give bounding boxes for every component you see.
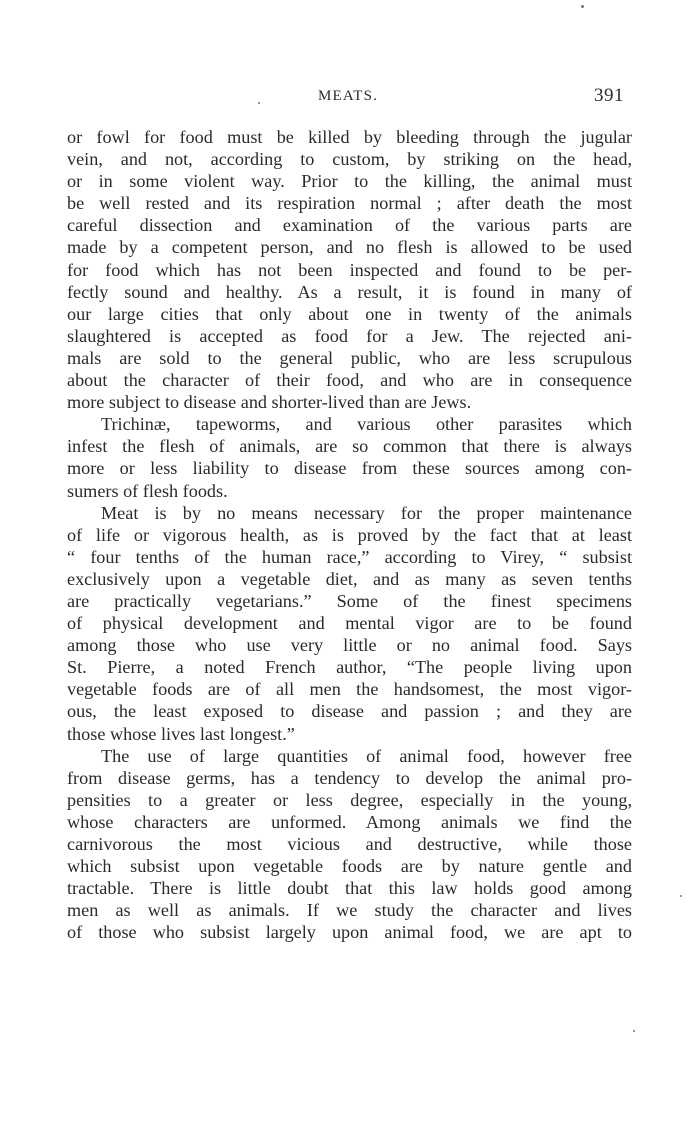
text-line: more or less liability to disease from these sources among con- [67,458,632,479]
text-line: “ four tenths of the human race,” according to Virey, “ subsist [67,546,632,567]
text-line: or fowl for food must be killed by bleeding through the jugular [67,127,632,147]
text-line: tractable. There is little doubt that this law holds good among [67,878,632,899]
text-line: be well rested and its respiration normal ; after death the most [67,193,632,214]
text-line: made by a competent person, and no flesh is allowed to be used [67,237,632,258]
text-line: St. Pierre, a noted French author, “The people living upon [67,657,632,678]
text-line: ous, the least exposed to disease and passion ; and they are [67,701,632,722]
text-line: of those who subsist largely upon animal food, we are apt to [67,922,632,943]
chapter-title: MEATS. [318,88,379,104]
text-line: men as well as animals. If we study the character and lives [67,900,632,921]
text-line: carnivorous the most vicious and destructive, while those [67,834,632,854]
text-line: pensities to a greater or less degree, especially in the young, [67,789,632,810]
print-speck [633,1030,635,1032]
text-line: Meat is by no means necessary for the proper maintenance [101,502,632,523]
text-line: mals are sold to the general public, who are less scrupulous [67,347,632,368]
print-speck [258,102,260,104]
text-line: fectly sound and healthy. As a result, it is found in many of [67,281,632,302]
text-line: slaughtered is accepted as food for a Jew. The rejected ani- [67,325,632,346]
text-line: whose characters are unformed. Among animals we find the [67,811,632,832]
text-line: vegetable foods are of all men the handsomest, the most vigor- [67,679,632,700]
text-line: those whose lives last longest.” [67,723,295,744]
print-speck [581,5,584,8]
text-line: The use of large quantities of animal food, however free [101,745,632,766]
text-line: are practically vegetarians.” Some of the finest specimens [67,590,632,611]
text-line: more subject to disease and shorter-lived than are Jews. [67,392,472,413]
text-line: which subsist upon vegetable foods are by nature gentle and [67,856,632,877]
text-line: of physical development and mental vigor are to be found [67,613,632,634]
text-line: from disease germs, has a tendency to develop the animal pro- [67,767,632,788]
text-line: vein, and not, according to custom, by striking on the head, [67,149,632,170]
print-speck [680,895,682,897]
paragraph [67,413,632,501]
text-line: among those who use very little or no animal food. Says [67,635,632,656]
text-line: our large cities that only about one in twenty of the animals [67,303,632,324]
text-line: careful dissection and examination of the various parts are [67,215,632,236]
text-line: sumers of flesh foods. [67,480,228,501]
paragraph [67,126,632,413]
running-header [0,85,700,112]
text-line: infest the flesh of animals, are so common that there is always [67,436,632,457]
body-text [67,126,632,943]
paragraph [67,745,632,944]
text-line: for food which has not been inspected and found to be per- [67,259,632,280]
text-line: of life or vigorous health, as is proved by the fact that at least [67,524,632,545]
text-line: or in some violent way. Prior to the killing, the animal must [67,171,632,192]
paragraph [67,502,632,745]
text-line: exclusively upon a vegetable diet, and as many as seven tenths [67,568,632,589]
page-number: 391 [594,85,624,106]
text-line: Trichinæ, tapeworms, and various other parasites which [101,414,632,435]
text-line: about the character of their food, and who are in consequence [67,370,632,391]
